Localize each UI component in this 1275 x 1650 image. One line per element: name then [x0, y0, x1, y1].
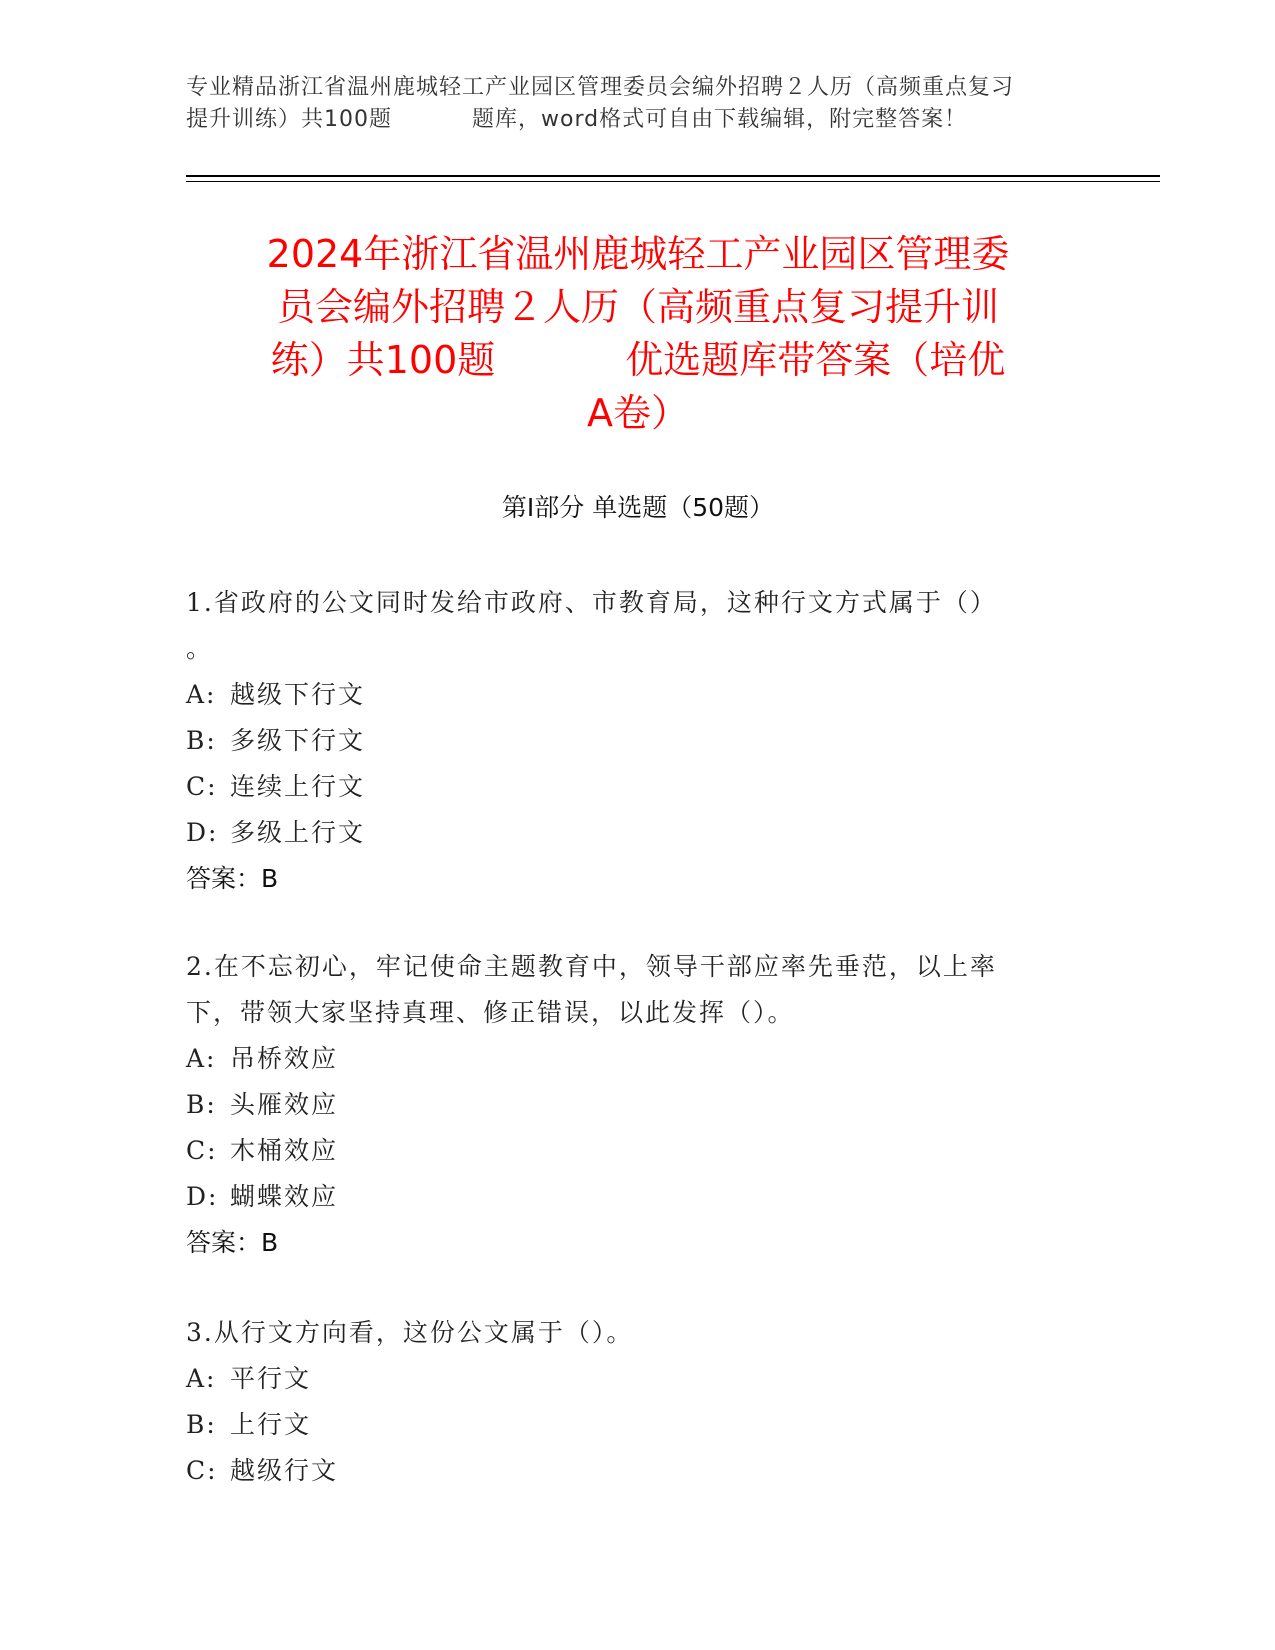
option-key: C: — [186, 1136, 218, 1165]
header-divider-thick — [186, 175, 1160, 177]
option-text: 上行文 — [230, 1410, 312, 1439]
question-1 — [186, 580, 1066, 902]
question-3 — [186, 1310, 1066, 1494]
title-line-3-left: 练）共100题 — [270, 338, 496, 382]
title-line-2: 员会编外招聘２人历（高频重点复习提升训 — [276, 285, 999, 329]
question-2 — [186, 944, 1066, 1266]
option-text: 吊桥效应 — [230, 1044, 339, 1073]
option-a — [186, 1036, 1066, 1082]
option-d — [186, 1174, 1066, 1220]
option-key: A: — [186, 1364, 217, 1393]
option-text: 连续上行文 — [230, 772, 366, 801]
option-c — [186, 1128, 1066, 1174]
option-c — [186, 1448, 1066, 1494]
option-text: 越级行文 — [230, 1456, 339, 1485]
question-stem-continued: 下，带领大家坚持真理、修正错误，以此发挥（）。 — [186, 998, 795, 1027]
option-key: B: — [186, 1410, 217, 1439]
option-key: A: — [186, 680, 217, 709]
option-key: C: — [186, 1456, 218, 1485]
option-text: 头雁效应 — [230, 1090, 339, 1119]
option-text: 多级下行文 — [230, 726, 366, 755]
option-b — [186, 1402, 1066, 1448]
option-d — [186, 810, 1066, 856]
question-stem-continued: 。 — [186, 634, 214, 663]
question-stem: 3.从行文方向看，这份公文属于（）。 — [186, 1318, 634, 1347]
option-text: 木桶效应 — [230, 1136, 339, 1165]
document-title — [186, 228, 1090, 440]
option-key: D: — [186, 818, 219, 847]
answer: 答案：B — [186, 1228, 279, 1257]
option-key: A: — [186, 1044, 217, 1073]
title-line-4: A卷） — [587, 391, 689, 435]
header-note — [186, 72, 1086, 136]
option-a — [186, 672, 1066, 718]
section-title: 第I部分 单选题（50题） — [501, 493, 775, 522]
option-b — [186, 1082, 1066, 1128]
option-key: B: — [186, 726, 217, 755]
option-key: B: — [186, 1090, 217, 1119]
title-line-3 — [186, 334, 1090, 387]
header-divider-thin — [186, 181, 1160, 182]
title-line-1: 2024年浙江省温州鹿城轻工产业园区管理委 — [266, 232, 1010, 276]
question-stem: 1.省政府的公文同时发给市政府、市教育局，这种行文方式属于（） — [186, 588, 997, 617]
header-line-2-left: 提升训练）共100题 — [186, 107, 392, 132]
title-line-3-right: 优选题库带答案（培优 — [625, 338, 1006, 382]
option-text: 越级下行文 — [230, 680, 366, 709]
question-stem: 2.在不忘初心，牢记使命主题教育中，领导干部应率先垂范，以上率 — [186, 952, 997, 981]
option-c — [186, 764, 1066, 810]
option-key: C: — [186, 772, 218, 801]
option-b — [186, 718, 1066, 764]
answer: 答案：B — [186, 864, 279, 893]
option-key: D: — [186, 1182, 219, 1211]
option-text: 平行文 — [230, 1364, 312, 1393]
option-text: 蝴蝶效应 — [230, 1182, 339, 1211]
option-a — [186, 1356, 1066, 1402]
header-line-1: 专业精品浙江省温州鹿城轻工产业园区管理委员会编外招聘２人历（高频重点复习 — [186, 75, 1015, 100]
header-line-2-right: 题库，word格式可自由下载编辑，附完整答案！ — [472, 107, 968, 132]
option-text: 多级上行文 — [230, 818, 366, 847]
header-line-2 — [186, 104, 1086, 136]
